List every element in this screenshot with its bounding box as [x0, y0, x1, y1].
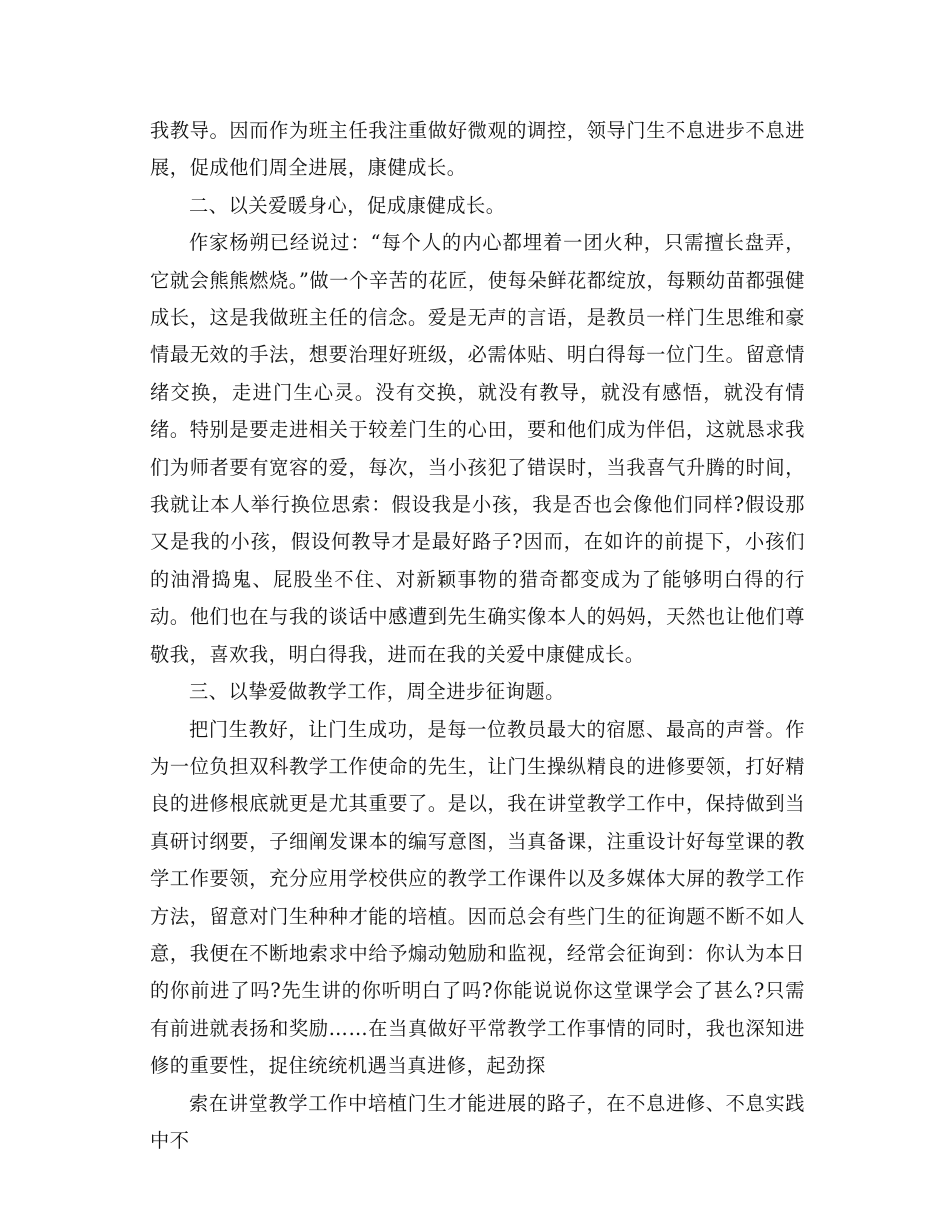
section-heading-three: 三、以挚爱做教学工作，周全进步征询题。 — [189, 680, 565, 704]
paragraph-teaching: 把门生教好，让门生成功，是每一位教员最大的宿愿、最高的声誉。作为一位负担双科教学工作使命的先生，让门生操纵精良的进修要领，打好精良的进修根底就更是尤其重要了。是以，我在讲堂教学工作中，保持做到当真研讨纲要，子细阐发课本的编写意图，当真备课，注重设计好每堂课的教学工作要领，充分应用学校供应的教学工作课件以及多媒体大屏的教学工作方法，留意对门生种种才能的培植。因而总会有些门生的征询题不断不如人意，我便在不断地索求中给予煽动勉励和监视，经常会征询到：你认为本日的你前进了吗?先生讲的你听明白了吗?你能说说你这堂课学会了甚么?只需有前进就表扬和奖励……在当真做好平常教学工作事情的同时，我也深知进修的重要性，捉住统统机遇当真进修，起劲探 — [150, 717, 805, 1078]
section-heading-two: 二、以关爱暖身心，促成康健成长。 — [189, 193, 506, 217]
document-body — [150, 112, 805, 1159]
paragraph-care: 作家杨朔已经说过：“每个人的内心都埋着一团火种，只需擅长盘弄，它就会熊熊燃烧。”做一个辛苦的花匠，使每朵鲜花都绽放，每颗幼苗都强健成长，这是我做班主任的信念。爱是无声的言语，是教员一样门生思维和豪情最无效的手法，想要治理好班级，必需体贴、明白得每一位门生。留意情绪交换，走进门生心灵。没有交换，就没有教导，就没有感悟，就没有情绪。特别是要走进相关于较差门生的心田，要和他们成为伴侣，这就恳求我们为师者要有宽容的爱，每次，当小孩犯了错误时，当我喜气升腾的时间，我就让本人举行换位思索：假设我是小孩，我是否也会像他们同样?假设那又是我的小孩，假设何教导才是最好路子?因而，在如许的前提下，小孩们的油滑捣鬼、屁股坐不住、对新颖事物的猎奇都变成为了能够明白得的行动。他们也在与我的谈话中感遭到先生确实像本人的妈妈，天然也让他们尊敬我，喜欢我，明白得我，进而在我的关爱中康健成长。 — [150, 231, 805, 666]
paragraph-continuation: 我教导。因而作为班主任我注重做好微观的调控，领导门生不息进步不息进展，促成他们周全进展，康健成长。 — [150, 119, 805, 180]
paragraph-continued: 索在讲堂教学工作中培植门生才能进展的路子，在不息进修、不息实践中不 — [150, 1091, 805, 1152]
